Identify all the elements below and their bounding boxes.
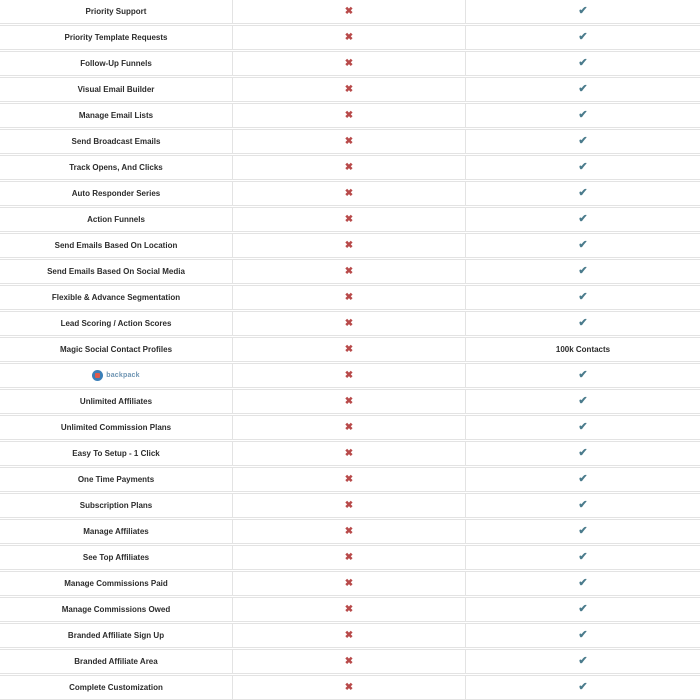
plan-basic-cell <box>233 364 466 387</box>
plan-pro-cell <box>466 78 700 101</box>
x-icon: ✖ <box>344 343 354 355</box>
table-row <box>0 597 700 622</box>
backpack-logo-icon <box>92 370 103 381</box>
x-icon: ✖ <box>344 421 354 433</box>
plan-basic-cell <box>233 104 466 127</box>
plan-basic-cell <box>233 624 466 647</box>
feature-label: Action Funnels <box>87 215 145 224</box>
check-icon: ✔ <box>578 57 588 69</box>
feature-label: Branded Affiliate Sign Up <box>67 631 165 640</box>
check-icon: ✔ <box>578 213 588 225</box>
plan-pro-cell <box>466 494 700 517</box>
feature-cell <box>0 624 233 647</box>
x-icon: ✖ <box>344 83 354 95</box>
table-row <box>0 25 700 50</box>
check-icon: ✔ <box>578 473 588 485</box>
plan-pro-cell <box>466 546 700 569</box>
check-icon: ✔ <box>578 603 588 615</box>
feature-cell <box>0 442 233 465</box>
plan-basic-cell <box>233 390 466 413</box>
table-row <box>0 545 700 570</box>
feature-label: Unlimited Affiliates <box>79 397 153 406</box>
feature-label: Send Broadcast Emails <box>71 137 161 146</box>
table-row <box>0 285 700 310</box>
check-icon: ✔ <box>578 291 588 303</box>
feature-label: Easy To Setup - 1 Click <box>72 449 160 458</box>
plan-pro-cell <box>466 338 700 361</box>
plan-pro-cell <box>466 182 700 205</box>
x-icon: ✖ <box>344 5 354 17</box>
check-icon: ✔ <box>578 525 588 537</box>
feature-label: Lead Scoring / Action Scores <box>60 319 172 328</box>
plan-pro-cell <box>466 468 700 491</box>
plan-pro-cell <box>466 312 700 335</box>
x-icon: ✖ <box>344 473 354 485</box>
x-icon: ✖ <box>344 161 354 173</box>
plan-basic-cell <box>233 234 466 257</box>
table-row <box>0 467 700 492</box>
plan-basic-cell <box>233 286 466 309</box>
table-row <box>0 155 700 180</box>
feature-label: Manage Email Lists <box>78 111 154 120</box>
plan-pro-cell <box>466 130 700 153</box>
feature-cell <box>0 338 233 361</box>
plan-pro-cell <box>466 156 700 179</box>
plan-basic-cell <box>233 572 466 595</box>
x-icon: ✖ <box>344 681 354 693</box>
feature-label: Visual Email Builder <box>77 85 155 94</box>
plan-pro-cell <box>466 520 700 543</box>
plan-pro-cell <box>466 416 700 439</box>
x-icon: ✖ <box>344 265 354 277</box>
feature-label: Unlimited Commission Plans <box>60 423 172 432</box>
feature-cell <box>0 650 233 673</box>
check-icon: ✔ <box>578 239 588 251</box>
plan-basic-cell <box>233 416 466 439</box>
feature-cell <box>0 104 233 127</box>
feature-label: One Time Payments <box>77 475 155 484</box>
feature-label: Send Emails Based On Location <box>54 241 178 250</box>
x-icon: ✖ <box>344 135 354 147</box>
plan-basic-cell <box>233 26 466 49</box>
plan-basic-cell <box>233 208 466 231</box>
feature-label: Manage Affiliates <box>83 527 149 536</box>
check-icon: ✔ <box>578 135 588 147</box>
table-row <box>0 207 700 232</box>
plan-basic-cell <box>233 676 466 699</box>
feature-label: Flexible & Advance Segmentation <box>51 293 181 302</box>
feature-cell <box>0 234 233 257</box>
table-row <box>0 441 700 466</box>
check-icon: ✔ <box>578 655 588 667</box>
plan-value: 100k Contacts <box>555 345 611 354</box>
feature-cell <box>0 364 233 387</box>
feature-cell <box>0 312 233 335</box>
check-icon: ✔ <box>578 317 588 329</box>
table-row <box>0 675 700 700</box>
check-icon: ✔ <box>578 161 588 173</box>
x-icon: ✖ <box>344 31 354 43</box>
plan-pro-cell <box>466 0 700 23</box>
feature-cell <box>0 130 233 153</box>
plan-basic-cell <box>233 338 466 361</box>
check-icon: ✔ <box>578 577 588 589</box>
feature-label: Complete Customization <box>69 683 163 692</box>
plan-basic-cell <box>233 260 466 283</box>
feature-cell <box>0 208 233 231</box>
feature-label: Priority Support <box>85 7 147 16</box>
table-row <box>0 337 700 362</box>
plan-pro-cell <box>466 234 700 257</box>
feature-label: Auto Responder Series <box>71 189 161 198</box>
table-row <box>0 51 700 76</box>
plan-basic-cell <box>233 442 466 465</box>
plan-pro-cell <box>466 260 700 283</box>
feature-cell <box>0 520 233 543</box>
feature-label: Magic Social Contact Profiles <box>59 345 173 354</box>
feature-cell <box>0 676 233 699</box>
check-icon: ✔ <box>578 109 588 121</box>
plan-pro-cell <box>466 442 700 465</box>
feature-cell <box>0 286 233 309</box>
plan-pro-cell <box>466 286 700 309</box>
plan-basic-cell <box>233 182 466 205</box>
plan-basic-cell <box>233 468 466 491</box>
feature-label: Manage Commissions Owed <box>61 605 171 614</box>
plan-basic-cell <box>233 520 466 543</box>
x-icon: ✖ <box>344 577 354 589</box>
plan-basic-cell <box>233 0 466 23</box>
table-row <box>0 129 700 154</box>
x-icon: ✖ <box>344 369 354 381</box>
plan-pro-cell <box>466 390 700 413</box>
feature-cell <box>0 546 233 569</box>
table-row <box>0 233 700 258</box>
feature-cell <box>0 26 233 49</box>
check-icon: ✔ <box>578 369 588 381</box>
x-icon: ✖ <box>344 499 354 511</box>
table-row <box>0 363 700 388</box>
plan-pro-cell <box>466 650 700 673</box>
plan-pro-cell <box>466 208 700 231</box>
x-icon: ✖ <box>344 213 354 225</box>
feature-label: See Top Affiliates <box>82 553 150 562</box>
plan-basic-cell <box>233 52 466 75</box>
check-icon: ✔ <box>578 31 588 43</box>
check-icon: ✔ <box>578 551 588 563</box>
feature-label: Track Opens, And Clicks <box>69 163 163 172</box>
x-icon: ✖ <box>344 629 354 641</box>
plan-pro-cell <box>466 624 700 647</box>
feature-label: Send Emails Based On Social Media <box>47 267 185 276</box>
x-icon: ✖ <box>344 603 354 615</box>
x-icon: ✖ <box>344 395 354 407</box>
table-row <box>0 415 700 440</box>
table-row <box>0 181 700 206</box>
backpack-logo-text: backpack <box>106 372 140 379</box>
table-row <box>0 311 700 336</box>
feature-cell <box>0 598 233 621</box>
feature-cell <box>0 572 233 595</box>
x-icon: ✖ <box>344 525 354 537</box>
x-icon: ✖ <box>344 317 354 329</box>
plan-pro-cell <box>466 26 700 49</box>
feature-cell <box>0 416 233 439</box>
x-icon: ✖ <box>344 57 354 69</box>
x-icon: ✖ <box>344 291 354 303</box>
feature-cell <box>0 78 233 101</box>
plan-pro-cell <box>466 52 700 75</box>
plan-pro-cell <box>466 364 700 387</box>
table-row <box>0 103 700 128</box>
table-row <box>0 389 700 414</box>
feature-label: Priority Template Requests <box>64 33 168 42</box>
plan-basic-cell <box>233 130 466 153</box>
table-row <box>0 0 700 24</box>
feature-cell <box>0 0 233 23</box>
table-row <box>0 493 700 518</box>
plan-basic-cell <box>233 312 466 335</box>
x-icon: ✖ <box>344 239 354 251</box>
table-row <box>0 77 700 102</box>
plan-basic-cell <box>233 78 466 101</box>
x-icon: ✖ <box>344 187 354 199</box>
plan-pro-cell <box>466 676 700 699</box>
plan-basic-cell <box>233 156 466 179</box>
check-icon: ✔ <box>578 499 588 511</box>
feature-cell <box>0 260 233 283</box>
plan-basic-cell <box>233 546 466 569</box>
table-row <box>0 259 700 284</box>
check-icon: ✔ <box>578 629 588 641</box>
plan-basic-cell <box>233 494 466 517</box>
plan-basic-cell <box>233 598 466 621</box>
feature-cell <box>0 468 233 491</box>
x-icon: ✖ <box>344 551 354 563</box>
check-icon: ✔ <box>578 421 588 433</box>
x-icon: ✖ <box>344 655 354 667</box>
feature-label: Branded Affiliate Area <box>74 657 158 666</box>
check-icon: ✔ <box>578 187 588 199</box>
feature-cell <box>0 52 233 75</box>
table-row <box>0 519 700 544</box>
table-row <box>0 571 700 596</box>
check-icon: ✔ <box>578 681 588 693</box>
check-icon: ✔ <box>578 265 588 277</box>
feature-label: Manage Commissions Paid <box>64 579 168 588</box>
table-row <box>0 649 700 674</box>
x-icon: ✖ <box>344 109 354 121</box>
feature-cell <box>0 390 233 413</box>
plan-pro-cell <box>466 104 700 127</box>
feature-cell <box>0 156 233 179</box>
feature-label: Subscription Plans <box>79 501 153 510</box>
plan-pro-cell <box>466 572 700 595</box>
check-icon: ✔ <box>578 83 588 95</box>
backpack-logo <box>92 370 140 381</box>
plan-pro-cell <box>466 598 700 621</box>
feature-cell <box>0 182 233 205</box>
check-icon: ✔ <box>578 5 588 17</box>
plan-basic-cell <box>233 650 466 673</box>
x-icon: ✖ <box>344 447 354 459</box>
table-row <box>0 623 700 648</box>
check-icon: ✔ <box>578 395 588 407</box>
check-icon: ✔ <box>578 447 588 459</box>
feature-cell <box>0 494 233 517</box>
feature-label: Follow-Up Funnels <box>80 59 152 68</box>
